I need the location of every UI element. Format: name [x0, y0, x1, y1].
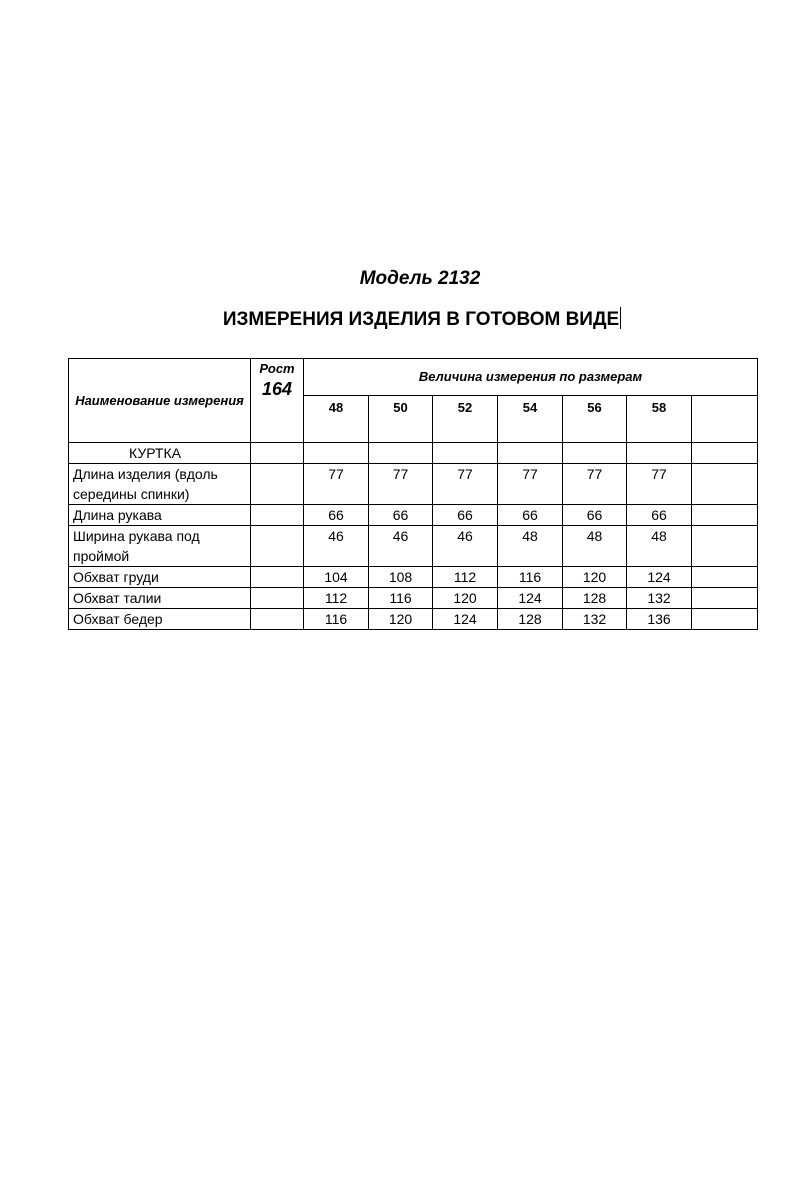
value-cell — [692, 567, 758, 588]
value-cell: 66 — [498, 505, 563, 526]
value-cell: 132 — [563, 609, 627, 630]
header-row-top — [69, 359, 758, 396]
value-cell: 120 — [563, 567, 627, 588]
value-cell: 108 — [369, 567, 433, 588]
value-cell: 136 — [627, 609, 692, 630]
value-cell — [692, 526, 758, 567]
value-cell: 128 — [498, 609, 563, 630]
value-cell: 66 — [369, 505, 433, 526]
value-cell: 116 — [304, 609, 369, 630]
document-title-text: ИЗМЕРЕНИЯ ИЗДЕЛИЯ В ГОТОВОМ ВИДЕ — [222, 309, 620, 330]
table-row — [69, 588, 758, 609]
text-cursor — [620, 307, 621, 329]
table-row — [69, 464, 758, 505]
section-label: КУРТКА — [69, 443, 251, 464]
value-cell: 120 — [369, 609, 433, 630]
section-row — [69, 443, 758, 464]
height-cell — [251, 567, 304, 588]
height-label: Рост — [259, 361, 295, 376]
empty-cell — [692, 443, 758, 464]
table-row — [69, 526, 758, 567]
table-row — [69, 609, 758, 630]
measurement-name: Длина рукава — [69, 505, 251, 526]
height-value: 164 — [261, 379, 293, 399]
value-cell: 46 — [369, 526, 433, 567]
value-cell: 128 — [563, 588, 627, 609]
measurement-name-header: Наименование измерения — [69, 359, 251, 443]
value-cell: 124 — [498, 588, 563, 609]
value-cell: 46 — [304, 526, 369, 567]
value-cell — [692, 505, 758, 526]
measurement-name: Обхват груди — [69, 567, 251, 588]
model-title: Модель 2132 — [359, 268, 481, 289]
value-cell: 124 — [627, 567, 692, 588]
value-cell: 46 — [433, 526, 498, 567]
value-cell: 66 — [304, 505, 369, 526]
size-header — [692, 396, 758, 443]
empty-cell — [304, 443, 369, 464]
size-header: 58 — [627, 396, 692, 443]
value-cell: 48 — [627, 526, 692, 567]
height-cell — [251, 526, 304, 567]
size-header: 52 — [433, 396, 498, 443]
value-cell: 112 — [304, 588, 369, 609]
sizes-group-header: Величина измерения по размерам — [304, 359, 758, 396]
value-cell: 77 — [369, 464, 433, 505]
document-title — [0, 307, 800, 331]
height-header — [251, 359, 304, 443]
value-cell: 120 — [433, 588, 498, 609]
value-cell: 66 — [627, 505, 692, 526]
size-header: 48 — [304, 396, 369, 443]
size-header: 50 — [369, 396, 433, 443]
value-cell: 48 — [498, 526, 563, 567]
empty-cell — [627, 443, 692, 464]
empty-cell — [498, 443, 563, 464]
height-cell — [251, 505, 304, 526]
value-cell: 48 — [563, 526, 627, 567]
value-cell: 77 — [433, 464, 498, 505]
value-cell: 77 — [498, 464, 563, 505]
value-cell: 116 — [498, 567, 563, 588]
table-row — [69, 567, 758, 588]
value-cell: 77 — [304, 464, 369, 505]
measurement-name: Ширина рукава под проймой — [69, 526, 251, 567]
empty-cell — [369, 443, 433, 464]
table-row — [69, 505, 758, 526]
value-cell — [692, 609, 758, 630]
height-cell — [251, 464, 304, 505]
empty-cell — [433, 443, 498, 464]
value-cell: 132 — [627, 588, 692, 609]
measurement-name: Длина изделия (вдоль середины спинки) — [69, 464, 251, 505]
size-header: 54 — [498, 396, 563, 443]
height-cell — [251, 609, 304, 630]
measurement-name: Обхват талии — [69, 588, 251, 609]
value-cell: 77 — [563, 464, 627, 505]
value-cell: 112 — [433, 567, 498, 588]
value-cell: 116 — [369, 588, 433, 609]
value-cell — [692, 588, 758, 609]
empty-cell — [563, 443, 627, 464]
value-cell — [692, 464, 758, 505]
value-cell: 104 — [304, 567, 369, 588]
value-cell: 77 — [627, 464, 692, 505]
value-cell: 124 — [433, 609, 498, 630]
value-cell: 66 — [433, 505, 498, 526]
measurement-name: Обхват бедер — [69, 609, 251, 630]
measurements-table — [68, 358, 758, 630]
empty-cell — [251, 443, 304, 464]
height-cell — [251, 588, 304, 609]
size-header: 56 — [563, 396, 627, 443]
value-cell: 66 — [563, 505, 627, 526]
